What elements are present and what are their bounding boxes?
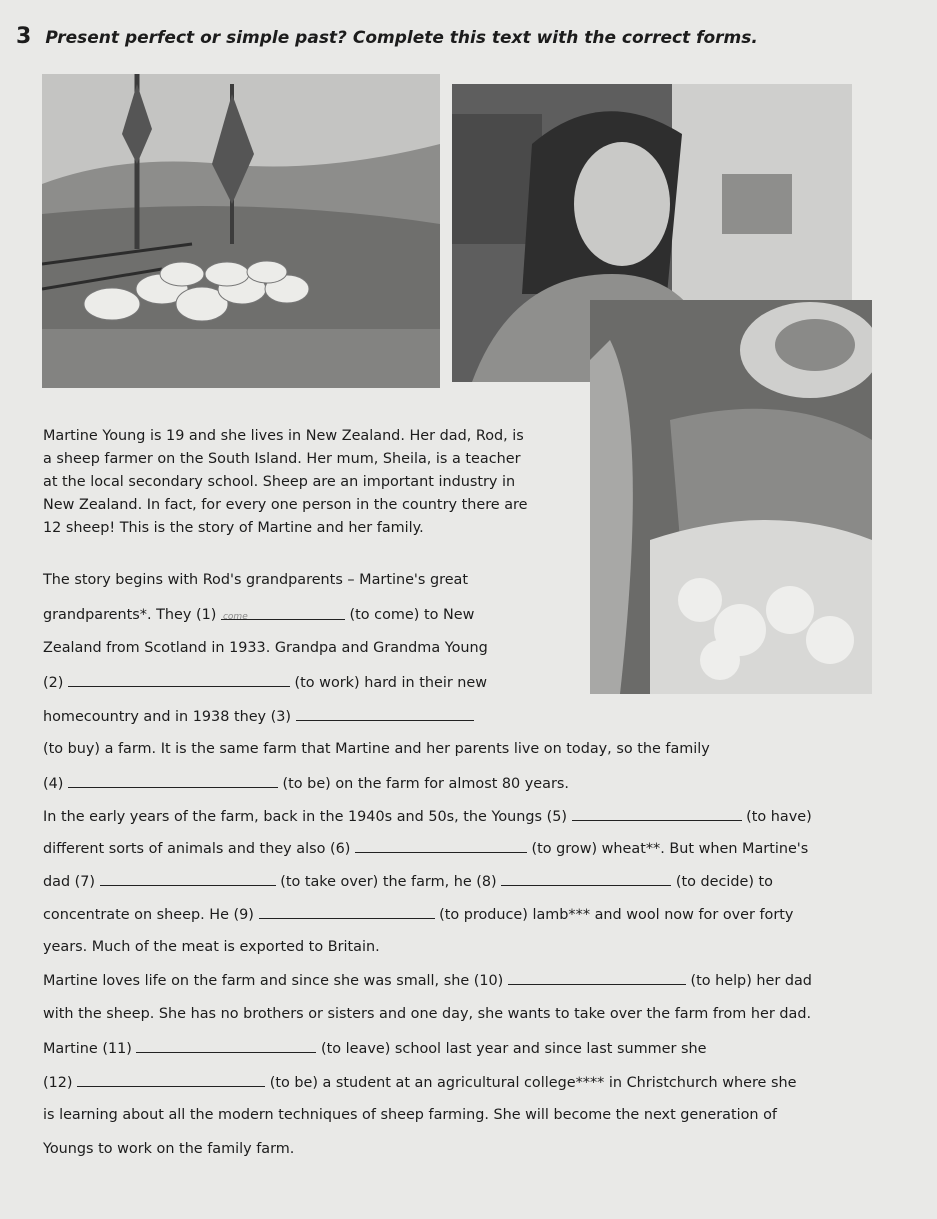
- text-line: Martine (11) (to leave) school last year and since last summer she: [43, 1038, 706, 1060]
- text-line: is learning about all the modern techniques of sheep farming. She will become the next generation of: [43, 1107, 777, 1123]
- text-line: (12) (to be) a student at an agricultural college**** in Christchurch where she: [43, 1072, 796, 1094]
- intro-line: Martine Young is 19 and she lives in New Zealand. Her dad, Rod, is: [43, 428, 524, 444]
- answer-blank-7[interactable]: [100, 871, 276, 886]
- text-line: Martine loves life on the farm and since she was small, she (10) (to help) her dad: [43, 970, 812, 992]
- text-line: (2) (to work) hard in their new: [43, 672, 487, 694]
- answer-blank-6[interactable]: [355, 838, 527, 853]
- answer-blank-10[interactable]: [508, 970, 686, 985]
- text-line: with the sheep. She has no brothers or sisters and one day, she wants to take over the farm from her dad.: [43, 1006, 812, 1022]
- text-line: The story begins with Rod's grandparents – Martine's great: [43, 572, 469, 588]
- text-line: (to buy) a farm. It is the same farm that Martine and her parents live on today, so the family: [43, 741, 710, 757]
- text-line: years. Much of the meat is exported to Britain.: [43, 939, 380, 955]
- text-line: different sorts of animals and they also (6) (to grow) wheat**. But when Martine's: [43, 838, 808, 860]
- exercise-heading: [16, 24, 758, 49]
- text-line: grandparents*. They (1) come (to come) to New: [43, 607, 475, 623]
- text-line: In the early years of the farm, back in the 1940s and 50s, the Youngs (5) (to have): [43, 806, 812, 828]
- answer-blank-4[interactable]: [68, 773, 278, 788]
- answer-blank-3[interactable]: [296, 706, 474, 721]
- sheep-shearing-photo: [590, 300, 872, 694]
- intro-line: a sheep farmer on the South Island. Her mum, Sheila, is a teacher: [43, 451, 521, 467]
- intro-line: at the local secondary school. Sheep are an important industry in: [43, 474, 516, 490]
- answer-blank-5[interactable]: [572, 806, 742, 821]
- example-answer: come: [222, 612, 248, 622]
- text-line: (4) (to be) on the farm for almost 80 years.: [43, 773, 569, 795]
- answer-blank-11[interactable]: [136, 1038, 316, 1053]
- intro-line: 12 sheep! This is the story of Martine and her family.: [43, 520, 424, 536]
- answer-blank-2[interactable]: [68, 672, 290, 687]
- sheep-pen-photo: [42, 74, 440, 388]
- exercise-number: 3: [16, 24, 32, 49]
- exercise-instruction: Present perfect or simple past? Complete this text with the correct forms.: [45, 28, 758, 48]
- intro-line: New Zealand. In fact, for every one person in the country there are: [43, 497, 528, 513]
- answer-blank-1[interactable]: [221, 605, 345, 620]
- answer-blank-12[interactable]: [77, 1072, 265, 1087]
- answer-blank-8[interactable]: [501, 871, 671, 886]
- text-line: Youngs to work on the family farm.: [43, 1141, 295, 1157]
- text-line: homecountry and in 1938 they (3): [43, 706, 474, 728]
- text-line: dad (7) (to take over) the farm, he (8) (to decide) to: [43, 871, 773, 893]
- answer-blank-9[interactable]: [259, 904, 435, 919]
- text-line: concentrate on sheep. He (9) (to produce) lamb*** and wool now for over forty: [43, 904, 793, 926]
- text-line: Zealand from Scotland in 1933. Grandpa and Grandma Young: [43, 640, 488, 656]
